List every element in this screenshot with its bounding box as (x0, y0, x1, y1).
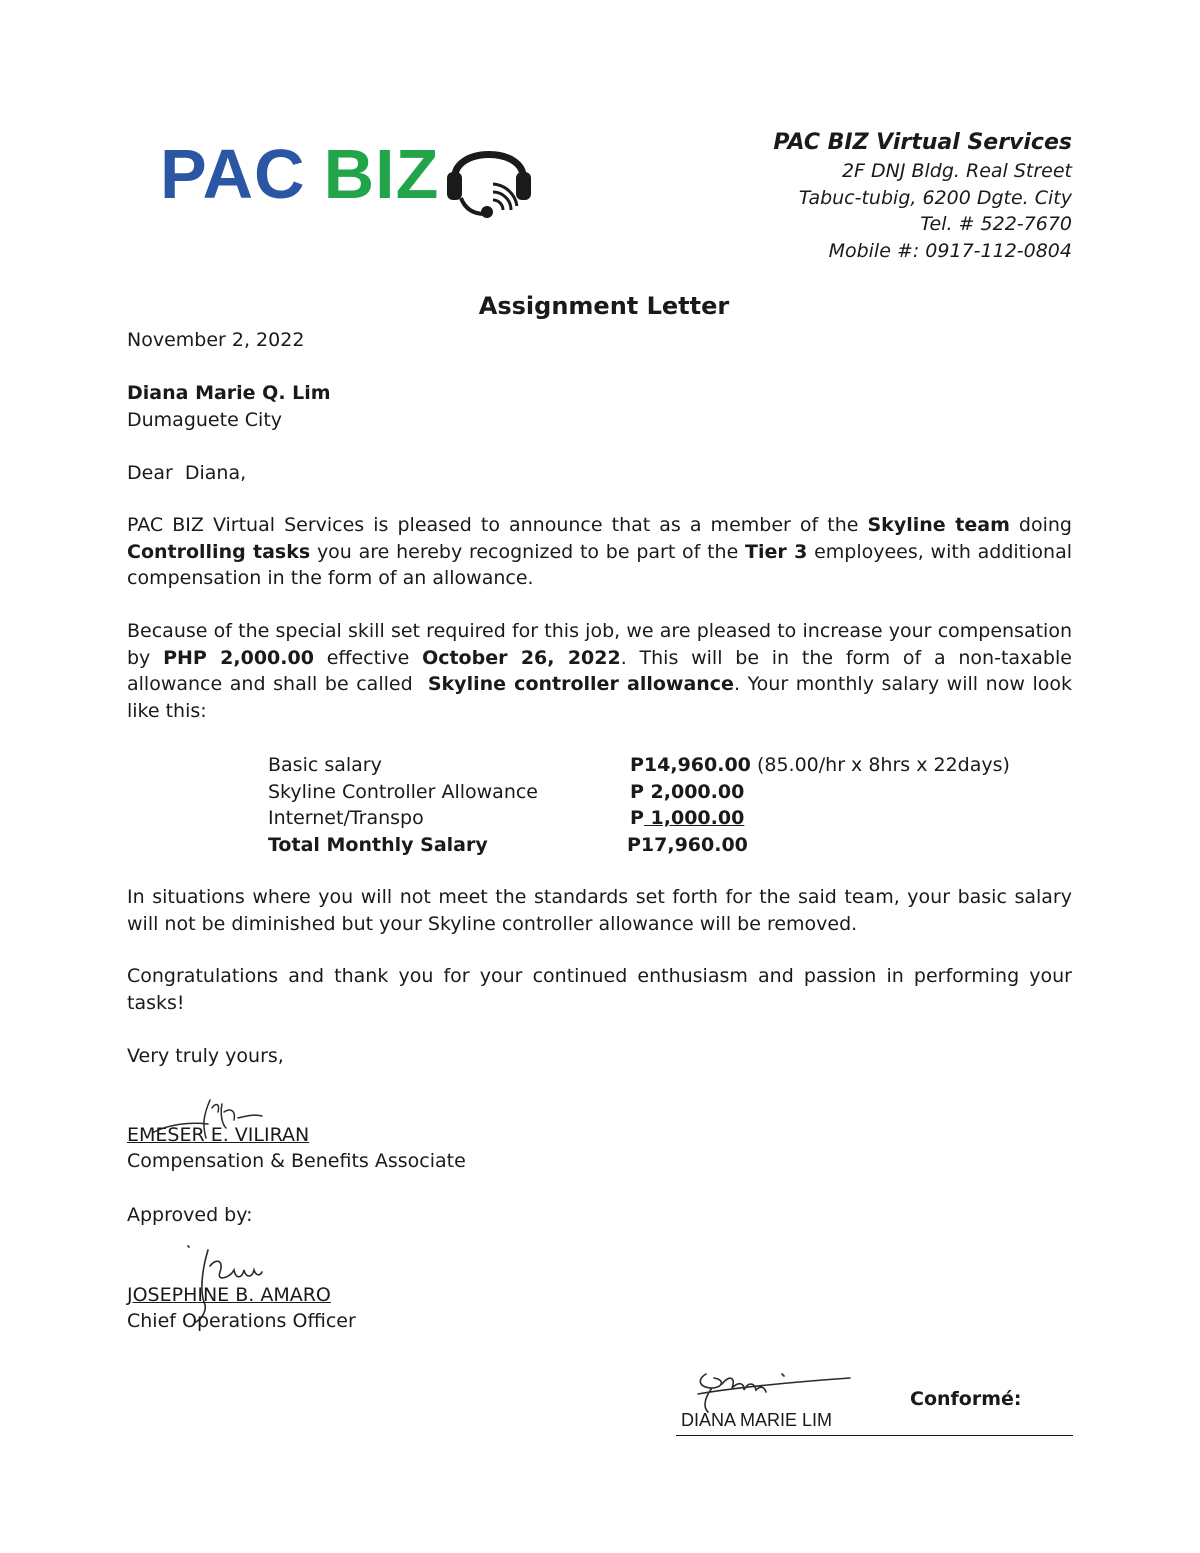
paragraph-1-bold-2: Controlling tasks (127, 540, 311, 563)
basic-salary-amount: P14,960.00 (630, 754, 751, 776)
conforme-label: Conformé: (910, 1388, 1022, 1410)
logo-word-biz: BIZ (323, 135, 440, 213)
company-logo (160, 128, 537, 220)
internet-label: Internet/Transpo (268, 807, 424, 829)
salary-breakdown (268, 752, 1010, 858)
paragraph-1-bold-3: Tier 3 (745, 540, 808, 563)
closing-line: Very truly yours, (127, 1045, 284, 1067)
paragraph-2-bold-3: Skyline controller allowance (427, 673, 734, 695)
recipient-city: Dumaguete City (127, 408, 283, 431)
paragraph-2-text-4: . Your monthly salary will now look like this: (127, 673, 1073, 722)
company-address-line2: Tabuc-tubig, 6200 Dgte. City (798, 186, 1072, 209)
signatory-1-title: Compensation & Benefits Associate (127, 1150, 466, 1172)
paragraph-2 (127, 618, 1079, 724)
salary-row-total (268, 832, 1010, 859)
paragraph-3: In situations where you will not meet the standards set forth for the said team, your basic salary will not be diminished but your Skyline controller allowance will be removed. (127, 886, 1072, 935)
letter-date: November 2, 2022 (127, 329, 305, 351)
signatory-2-title: Chief Operations Officer (127, 1310, 356, 1332)
total-amount: P17,960.00 (627, 833, 748, 856)
paragraph-2-text-3: . This will be in the form of a non-taxable allowance and shall be called (127, 646, 1079, 695)
company-header (773, 128, 1072, 264)
company-name: PAC BIZ Virtual Services (773, 130, 1072, 155)
paragraph-2-bold-2: October 26, 2022 (422, 646, 621, 669)
company-address-line1: 2F DNJ Bldg. Real Street (841, 160, 1072, 182)
paragraph-1-text-3: you are hereby recognized to be part of the (310, 540, 746, 563)
approved-by-label: Approved by: (127, 1204, 253, 1226)
logo-word-pac: PAC (160, 135, 306, 213)
headset-icon (441, 128, 537, 220)
paragraph-1-bold-1: Skyline team (867, 514, 1010, 536)
signatory-2-name: JOSEPHINE B. AMARO (127, 1284, 331, 1306)
internet-amount: 1,000.00 (643, 807, 745, 829)
paragraph-2-bold-1: PHP 2,000.00 (163, 646, 314, 669)
company-mobile: Mobile #: 0917-112-0804 (828, 239, 1072, 262)
conforme-name: DIANA MARIE LIM (681, 1410, 833, 1430)
paragraph-1-text-2: doing (1009, 514, 1072, 536)
salary-row-internet (268, 805, 1010, 832)
internet-prefix: P (630, 807, 644, 829)
basic-salary-note: (85.00/hr x 8hrs x 22days) (750, 754, 1010, 776)
paragraph-1-text-4: employees, with additional compensation in the form of an allowance. (127, 540, 1072, 589)
total-label: Total Monthly Salary (268, 833, 488, 856)
letter-title: Assignment Letter (478, 292, 730, 320)
paragraph-2-text-1: Because of the special skill set required for this job, we are pleased to increase your compensation by (127, 620, 1072, 669)
salutation: Dear Diana, (127, 462, 247, 484)
salary-row-basic (268, 752, 1010, 779)
allowance-label: Skyline Controller Allowance (268, 780, 538, 803)
allowance-amount: P 2,000.00 (630, 780, 745, 803)
paragraph-1-text-1: PAC BIZ Virtual Services is pleased to announce that as a member of the (127, 514, 868, 536)
paragraph-4: Congratulations and thank you for your continued enthusiasm and passion in performing your tasks! (127, 965, 1072, 1014)
signatory-1-name: EMESER E. VILIRAN (127, 1124, 310, 1146)
recipient-name: Diana Marie Q. Lim (127, 382, 331, 404)
signature-3-image (692, 1366, 852, 1416)
conforme-signature-line (676, 1435, 1073, 1436)
paragraph-2-text-2: effective (313, 646, 423, 669)
paragraph-1 (127, 512, 1072, 592)
company-tel: Tel. # 522-7670 (920, 213, 1072, 235)
salary-row-allowance (268, 779, 1010, 806)
basic-salary-label: Basic salary (268, 754, 382, 776)
recipient-block (127, 380, 1072, 433)
